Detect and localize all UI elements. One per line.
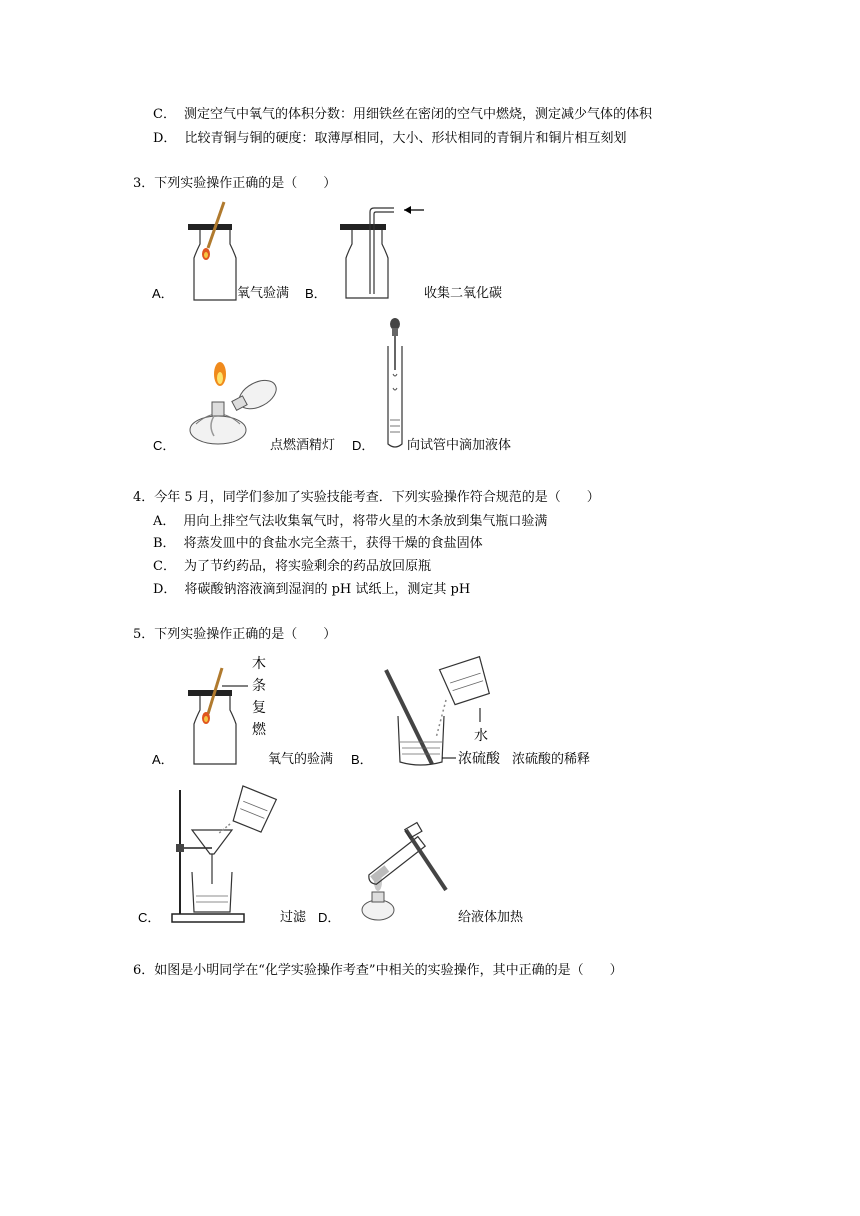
option-letter: C． xyxy=(153,559,176,574)
q3-option-c-caption: 点燃酒精灯 xyxy=(270,438,336,453)
q5-option-a-letter: A． xyxy=(152,752,174,767)
q3-option-b-letter: B． xyxy=(305,286,327,301)
q3-figure-b xyxy=(334,200,434,302)
q5-stem: 5．下列实验操作正确的是（ ） xyxy=(133,627,337,642)
q4-stem: 4．今年 5 月，同学们参加了实验技能考查．下列实验操作符合规范的是（ ） xyxy=(133,490,600,505)
q4-option-a xyxy=(153,514,547,530)
q3-option-d-letter: D． xyxy=(352,438,375,453)
option-letter: A． xyxy=(153,514,176,529)
stick-label-1: 木 xyxy=(252,656,266,672)
q4-option-c xyxy=(153,559,431,575)
option-text: 将蒸发皿中的食盐水完全蒸干，获得干燥的食盐固体 xyxy=(183,536,483,551)
q5-option-b-caption: 浓硫酸的稀释 xyxy=(512,752,591,767)
q5-option-d-letter: D． xyxy=(318,910,341,925)
stick-label-4: 燃 xyxy=(252,722,266,738)
option-text: 比较青铜与铜的硬度：取薄厚相同，大小、形状相同的青铜片和铜片相互刻划 xyxy=(184,131,627,146)
q3-figure-d xyxy=(380,316,410,452)
q5-option-b-letter: B． xyxy=(351,752,373,767)
q5-option-a-caption: 氧气的验满 xyxy=(268,752,334,767)
water-label: 水 xyxy=(474,728,488,744)
stick-label-3: 复 xyxy=(252,700,266,716)
option-letter: C． xyxy=(153,107,176,122)
q3-figure-c xyxy=(184,352,280,448)
q2-option-c xyxy=(153,107,652,123)
option-letter: D． xyxy=(153,131,177,146)
q3-option-b-caption: 收集二氧化碳 xyxy=(424,286,503,301)
q5-figure-c xyxy=(168,788,280,924)
option-text: 测定空气中氧气的体积分数：用细铁丝在密闭的空气中燃烧，测定减少气体的体积 xyxy=(183,107,652,122)
stick-label-2: 条 xyxy=(252,678,266,694)
q3-stem: 3．下列实验操作正确的是（ ） xyxy=(133,176,337,191)
q2-option-d xyxy=(153,131,626,147)
q6-stem: 6．如图是小明同学在“化学实验操作考查”中相关的实验操作，其中正确的是（ ） xyxy=(133,963,623,978)
option-text: 用向上排空气法收集氧气时，将带火星的木条放到集气瓶口验满 xyxy=(183,514,548,529)
q5-figure-d xyxy=(350,816,460,926)
q3-option-a-letter: A． xyxy=(152,286,174,301)
q5-option-c-caption: 过滤 xyxy=(280,910,307,925)
option-letter: B． xyxy=(153,536,176,551)
q3-option-d-caption: 向试管中滴加液体 xyxy=(407,438,512,453)
q3-option-a-caption: 氧气验满 xyxy=(237,286,290,301)
q5-figure-a xyxy=(180,656,280,766)
q4-option-b xyxy=(153,536,483,552)
q5-option-d-caption: 给液体加热 xyxy=(458,910,524,925)
q5-figure-b xyxy=(380,656,504,768)
q4-option-d xyxy=(153,582,470,598)
q5-option-c-letter: C． xyxy=(138,910,161,925)
acid-label: 浓硫酸 xyxy=(458,751,500,767)
q3-option-c-letter: C． xyxy=(153,438,176,453)
option-text: 为了节约药品，将实验剩余的药品放回原瓶 xyxy=(183,559,431,574)
option-text: 将碳酸钠溶液滴到湿润的 pH 试纸上，测定其 pH xyxy=(184,582,471,597)
option-letter: D． xyxy=(153,582,177,597)
